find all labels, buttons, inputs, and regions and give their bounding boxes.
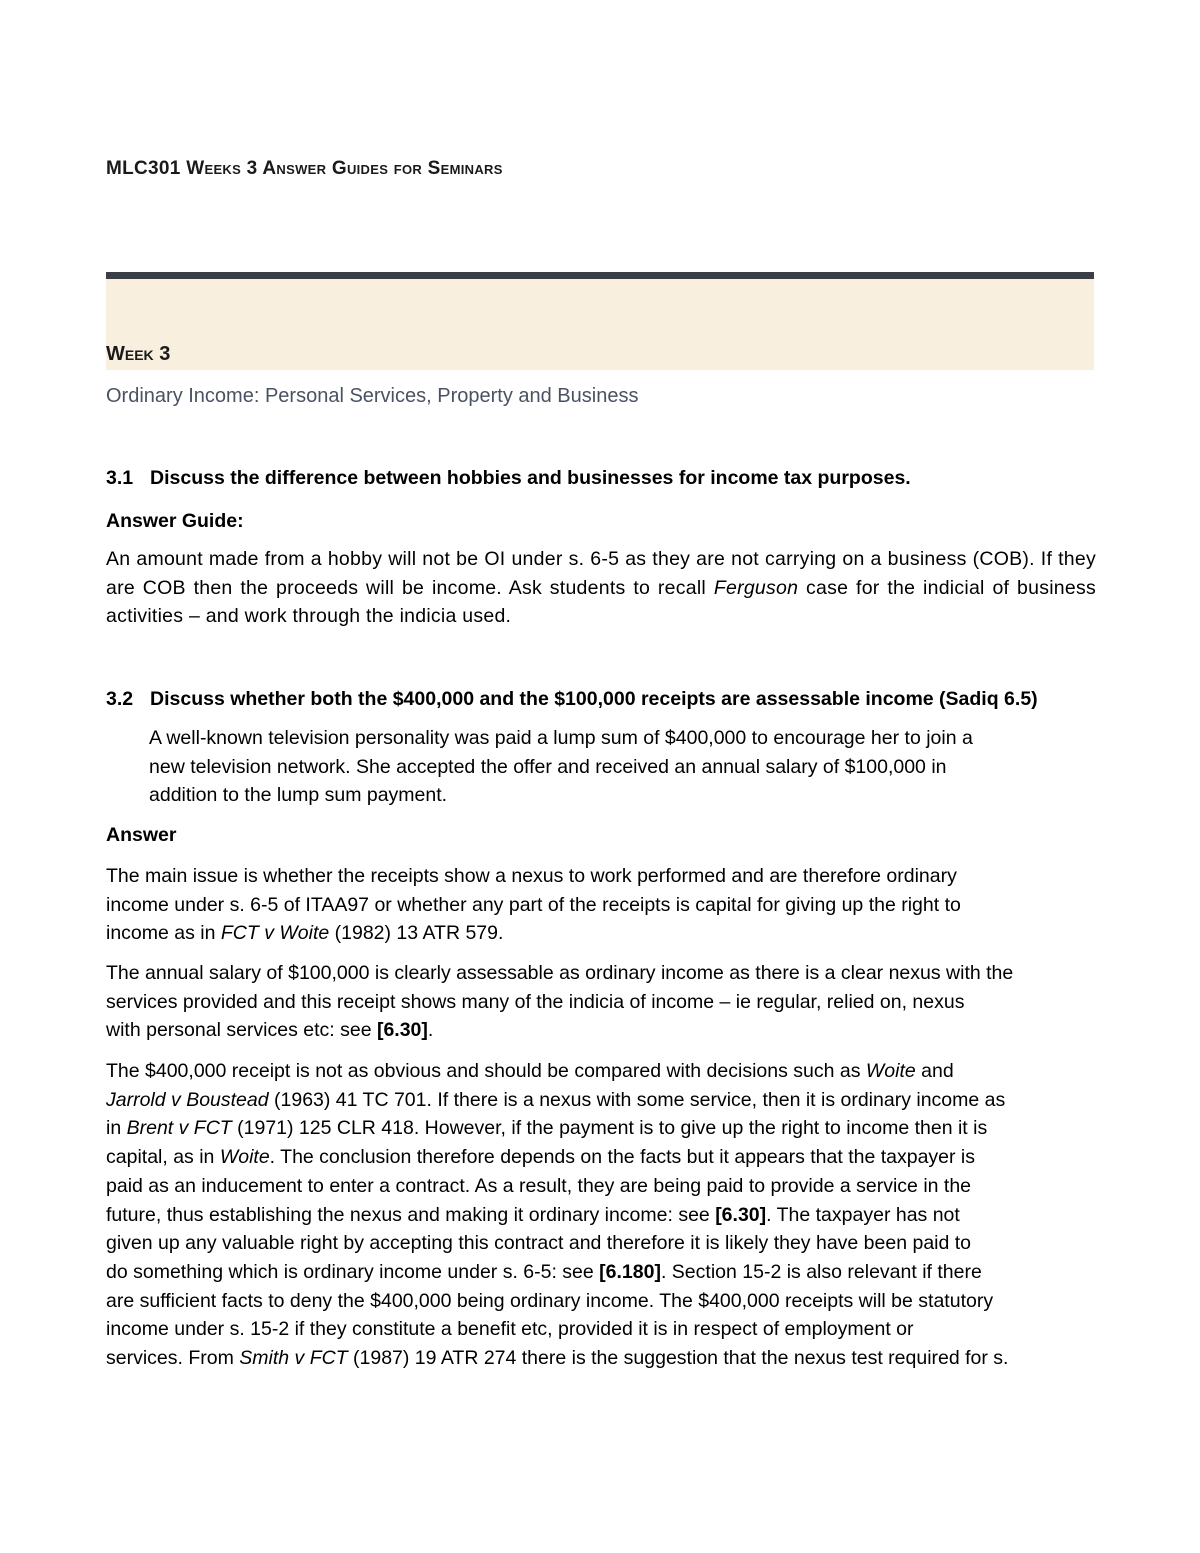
answer-label: Answer [106,824,177,846]
question-3-1-heading [106,464,1096,493]
paragraph-line: paid as an inducement to enter a contract. As a result, they are being paid to provide a service in the [106,1174,972,1197]
case-name: Woite [219,1146,270,1169]
answer-label-block [106,821,1096,850]
paragraph-line [106,1201,1096,1230]
case-name: Brent v FCT [126,1117,232,1140]
text: . The taxpayer has not [766,1203,960,1226]
answer-paragraph-1 [106,862,1096,948]
answer-paragraph-2 [106,959,1096,1045]
question-3-2-heading [106,685,1096,714]
paragraph-line: services provided and this receipt shows many of the indicia of income – ie regular, relied on, nexus [106,990,965,1013]
paragraph-line [106,1016,1096,1045]
document-title: MLC301 Weeks 3 Answer Guides for Seminars [106,158,503,179]
text: do something which is ordinary income under s. 6-5: see [106,1260,600,1283]
reference: [6.30] [715,1203,767,1226]
scenario-quote [149,724,1079,810]
text: (1963) 41 TC 701. If there is a nexus with some service, then it is ordinary income as [268,1088,1006,1111]
answer-paragraph-3 [106,1057,1096,1373]
paragraph-line [106,1143,1096,1172]
text: future, thus establishing the nexus and making it ordinary income: see [106,1203,716,1226]
text: capital, as in [106,1146,220,1169]
answer-text: case for the indicial of business activities – and work through the indicia used. [106,576,1096,628]
section-rule [106,272,1094,279]
text: with personal services etc: see [106,1019,377,1042]
scenario-line: new television network. She accepted the offer and received an annual salary of $100,000 in [149,755,947,778]
case-name: Ferguson [713,576,799,599]
paragraph-line [106,1344,1096,1373]
answer-guide-label-block [106,507,1096,536]
text: and [915,1060,954,1082]
question-number: 3.1 [106,467,134,489]
text: (1987) 19 ATR 274 there is the suggestion that the nexus test required for s. [347,1347,1009,1370]
text: (1971) 125 CLR 418. However, if the payment is to give up the right to income then it is [231,1117,988,1140]
question-text: Discuss whether both the $400,000 and the $100,000 receipts are assessable income (Sadiq 6.5) [150,688,1038,710]
scenario-line: addition to the lump sum payment. [149,784,448,807]
text: services. From [106,1347,240,1370]
question-3-1 [106,464,1096,493]
paragraph-line: income under s. 15-2 if they constitute a benefit etc, provided it is in respect of employment or [106,1318,914,1341]
reference: [6.30] [376,1019,428,1042]
paragraph-line: The annual salary of $100,000 is clearly assessable as ordinary income as there is a clear nexus with the [106,962,1014,984]
section-banner [106,279,1094,370]
text: . Section 15-2 is also relevant if there [660,1260,982,1283]
answer-text: An amount made from a hobby will not be OI under s. 6-5 as they are not carrying on a business (COB). If they are COB then the proceeds will be income. Ask students to recall [106,548,1096,599]
paragraph-line [106,1086,1096,1115]
text: in [106,1117,127,1140]
case-name: Jarrold v Boustead [106,1088,269,1111]
paragraph-line: The main issue is whether the receipts show a nexus to work performed and are therefore ordinary [106,865,957,887]
text: (1982) 13 ATR 579. [329,922,504,945]
case-name: FCT v Woite [220,922,330,945]
answer-3-1-paragraph [106,545,1096,631]
paragraph-line [106,1258,1096,1287]
text: . [427,1019,434,1042]
scenario-line: A well-known television personality was paid a lump sum of $400,000 to encourage her to join a [149,727,973,749]
paragraph-line [106,1057,1096,1086]
question-text: Discuss the difference between hobbies and businesses for income tax purposes. [150,467,911,489]
case-name: Woite [865,1060,916,1082]
reference: [6.180] [599,1260,661,1283]
paragraph-line: given up any valuable right by accepting this contract and therefore it is likely they have been paid to [106,1232,972,1255]
week-subtitle: Ordinary Income: Personal Services, Property and Business [106,385,639,407]
paragraph-line: income under s. 6-5 of ITAA97 or whether any part of the receipts is capital for giving up the right to [106,893,961,916]
paragraph-line: are sufficient facts to deny the $400,000 being ordinary income. The $400,000 receipts will be statutory [106,1289,994,1312]
case-name: Smith v FCT [239,1347,348,1370]
paragraph-line [106,1114,1096,1143]
text: . The conclusion therefore depends on the facts but it appears that the taxpayer is [269,1146,976,1169]
question-3-2 [106,685,1096,714]
week-heading: Week 3 [106,343,171,365]
text: The $400,000 receipt is not as obvious and should be compared with decisions such as [106,1060,866,1082]
answer-guide-label: Answer Guide: [106,510,244,532]
question-number: 3.2 [106,688,134,710]
paragraph-line [106,919,1096,948]
text: income as in [106,922,221,945]
